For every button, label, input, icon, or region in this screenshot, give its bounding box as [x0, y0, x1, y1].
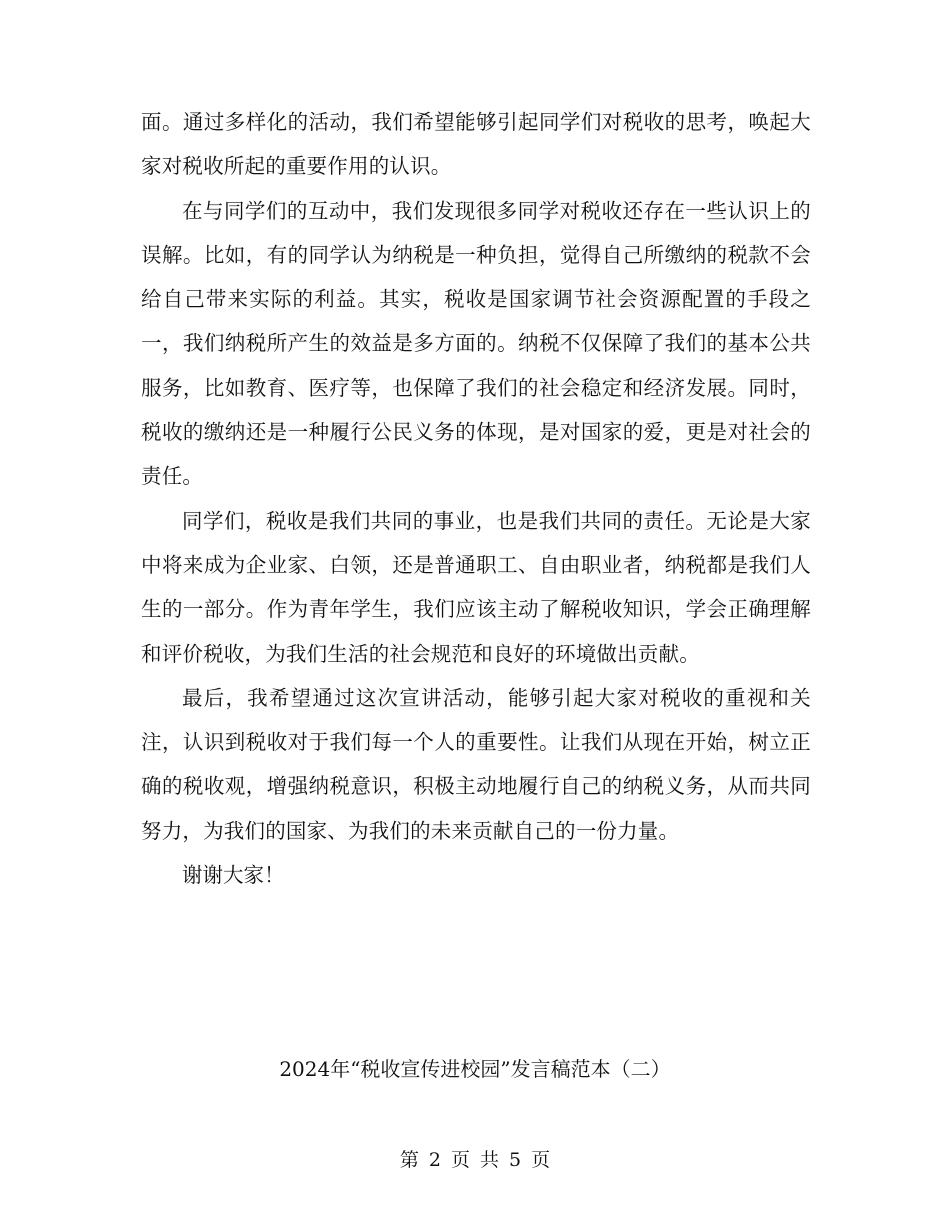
document-body [141, 100, 811, 897]
paragraph-conclusion: 最后，我希望通过这次宣讲活动，能够引起大家对税收的重视和关注，认识到税收对于我们每一个人的重要性。让我们从现在开始，树立正确的税收观，增强纳税意识，积极主动地履行自己的纳税义务，从而共同努力，为我们的国家、为我们的未来贡献自己的一份力量。 [141, 685, 811, 843]
paragraph-shared-responsibility: 同学们，税收是我们共同的事业，也是我们共同的责任。无论是大家中将来成为企业家、白领，还是普通职工、自由职业者，纳税都是我们人生的一部分。作为青年学生，我们应该主动了解税收知识，学会正确理解和评价税收，为我们生活的社会规范和良好的环境做出贡献。 [141, 508, 811, 666]
next-document-title: 2024年“税收宣传进校园”发言稿范本（二） [279, 1057, 671, 1081]
paragraph-continuation: 面。通过多样化的活动，我们希望能够引起同学们对税收的思考，唤起大家对税收所起的重要作用的认识。 [141, 110, 811, 179]
closing-thanks: 谢谢大家！ [182, 863, 285, 888]
paragraph-misconceptions: 在与同学们的互动中，我们发现很多同学对税收还存在一些认识上的误解。比如，有的同学认为纳税是一种负担，觉得自己所缴纳的税款不会给自己带来实际的利益。其实，税收是国家调节社会资源配置的手段之一，我们纳税所产生的效益是多方面的。纳税不仅保障了我们的基本公共服务，比如教育、医疗等，也保障了我们的社会稳定和经济发展。同时，税收的缴纳还是一种履行公民义务的体现，是对国家的爱，更是对社会的责任。 [141, 198, 811, 489]
page-number-footer: 第 2 页 共 5 页 [399, 1149, 551, 1171]
